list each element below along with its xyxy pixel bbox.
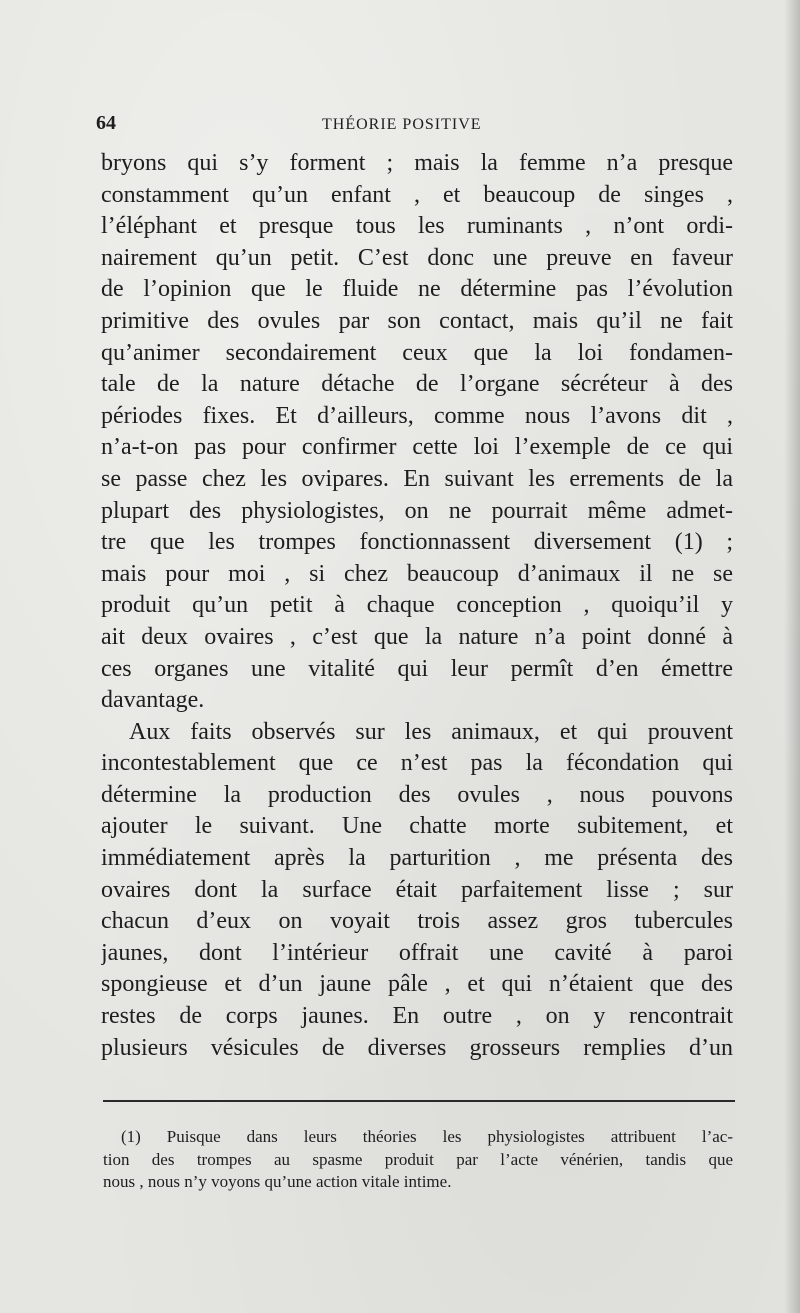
body-text — [101, 148, 733, 1064]
text-line: se passe chez les ovipares. En suivant les errements de la — [101, 465, 733, 492]
footnote-line: (1) Puisque dans leurs théories les physiologistes attribuent l’ac- — [121, 1127, 733, 1146]
text-line: restes de corps jaunes. En outre , on y rencontrait — [101, 1003, 733, 1030]
text-line: spongieuse et d’un jaune pâle , et qui n’étaient que des — [101, 971, 733, 998]
text-line: n’a-t-on pas pour confirmer cette loi l’exemple de ce qui — [101, 434, 733, 461]
text-line: primitive des ovules par son contact, mais qu’il ne fait — [101, 307, 733, 334]
page-header — [96, 112, 736, 140]
text-line: périodes fixes. Et d’ailleurs, comme nous l’avons dit , — [101, 402, 733, 429]
footnote — [103, 1126, 733, 1194]
footnote-divider — [103, 1100, 735, 1102]
text-line: Aux faits observés sur les animaux, et qui prouvent — [129, 718, 733, 745]
text-line: incontestablement que ce n’est pas la fécondation qui — [101, 750, 733, 777]
text-line: jaunes, dont l’intérieur offrait une cavité à paroi — [101, 939, 733, 966]
footnote-line: tion des trompes au spasme produit par l’acte vénérien, tandis que — [103, 1149, 733, 1169]
page-edge-shadow — [784, 0, 800, 1313]
text-line: ait deux ovaires , c’est que la nature n’a point donné à — [101, 623, 733, 650]
text-line: ovaires dont la surface était parfaitement lisse ; sur — [101, 876, 733, 903]
text-line: nairement qu’un petit. C’est donc une preuve en faveur — [101, 244, 733, 271]
text-line: bryons qui s’y forment ; mais la femme n’a presque — [101, 150, 733, 176]
text-line: détermine la production des ovules , nous pouvons — [101, 781, 733, 808]
text-line: davantage. — [101, 687, 205, 714]
text-line: mais pour moi , si chez beaucoup d’animaux il ne se — [101, 560, 733, 587]
text-line: chacun d’eux on voyait trois assez gros tubercules — [101, 908, 733, 935]
text-line: plusieurs vésicules de diverses grosseurs remplies d’un — [101, 1034, 733, 1061]
text-line: produit qu’un petit à chaque conception , quoiqu’il y — [101, 592, 733, 619]
text-line: qu’animer secondairement ceux que la loi fondamen- — [101, 339, 733, 366]
text-line: tale de la nature détache de l’organe sécréteur à des — [101, 371, 733, 398]
text-line: ces organes une vitalité qui leur permît d’en émettre — [101, 655, 733, 682]
text-line: tre que les trompes fonctionnassent diversement (1) ; — [101, 529, 733, 556]
text-line: ajouter le suivant. Une chatte morte subitement, et — [101, 813, 733, 840]
text-line: immédiatement après la parturition , me présenta des — [101, 845, 733, 872]
page-number: 64 — [96, 112, 116, 134]
footnote-line: nous , nous n’y voyons qu’une action vitale intime. — [103, 1172, 452, 1191]
text-line: constamment qu’un enfant , et beaucoup de singes , — [101, 181, 733, 208]
text-line: plupart des physiologistes, on ne pourrait même admet- — [101, 497, 733, 524]
text-line: de l’opinion que le fluide ne détermine pas l’évolution — [101, 276, 733, 303]
text-line: l’éléphant et presque tous les ruminants , n’ont ordi- — [101, 213, 733, 240]
running-head: THÉORIE POSITIVE — [322, 116, 482, 133]
